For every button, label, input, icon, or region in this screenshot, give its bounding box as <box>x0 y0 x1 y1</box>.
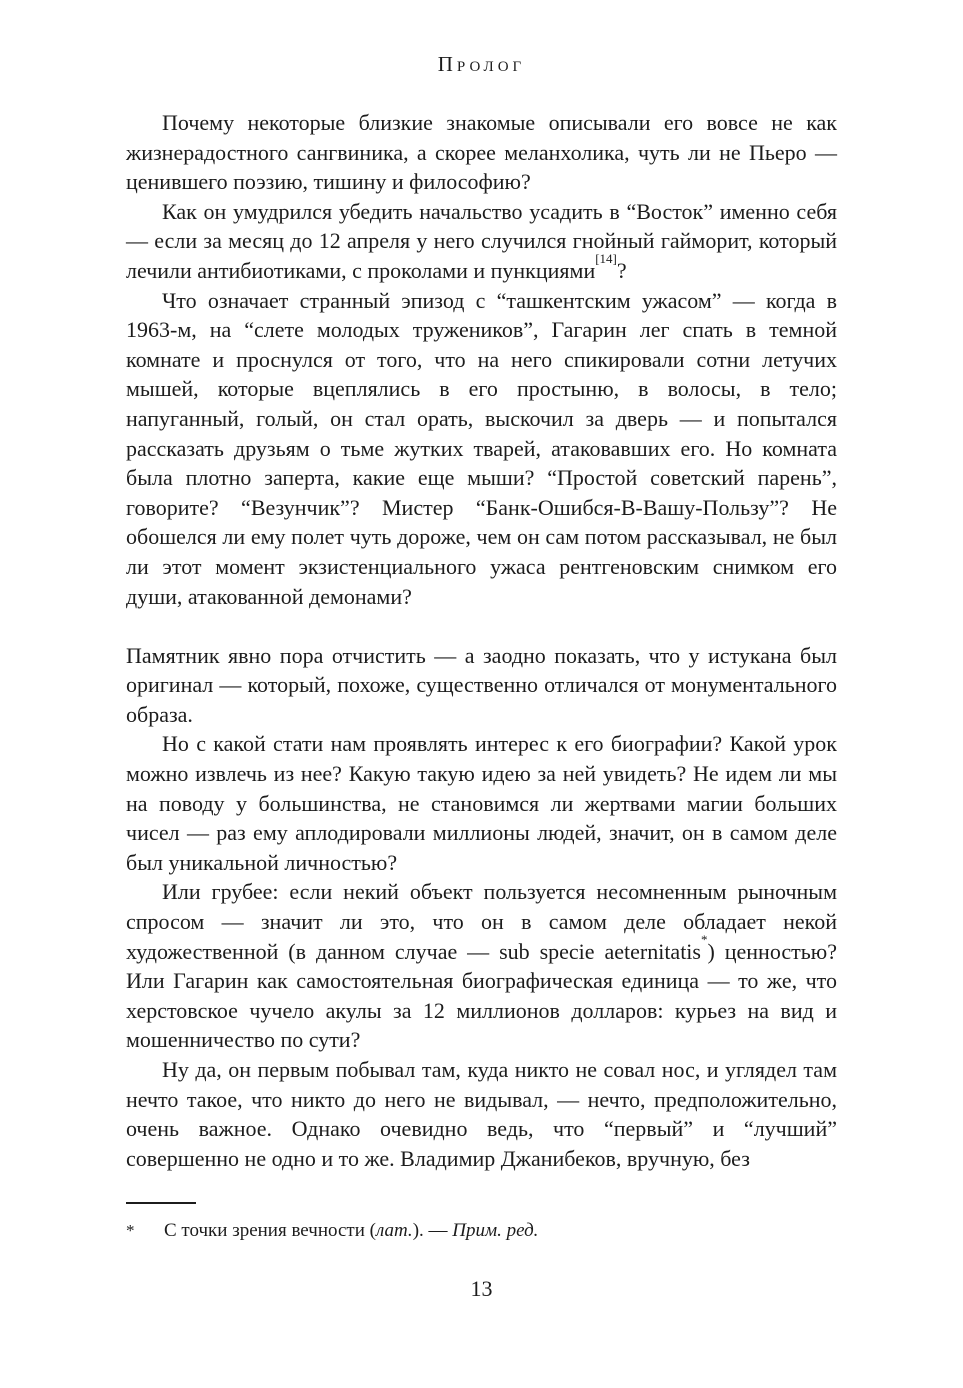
paragraph-6-text: Или грубее: если некий объект пользуется несомненным рыночным спросом — значит ли это, что он в самом деле обладает некой художественной (в данном случае — sub specie aeternitatis <box>126 879 837 964</box>
footnote-ref-14: [14] <box>595 251 617 267</box>
body-text <box>126 108 837 1173</box>
paragraph-1: Почему некоторые близкие знакомые описывали его вовсе не как жизнерадостного сангвиника, а скорее меланхолика, чуть ли не Пьеро — ценившего поэзию, тишину и философию? <box>126 110 837 195</box>
paragraph-6-tail: ) ценностью? Или Гагарин как самостоятельная биографическая единица — то же, что херстовское чучело акулы за 12 миллионов долларов: курьез на вид и мошенничество по сути? <box>126 938 837 1053</box>
paragraph-2 <box>126 197 837 286</box>
footnote-text-part-1: С точки зрения вечности ( <box>164 1220 376 1241</box>
paragraph-7: Ну да, он первым побывал там, куда никто не совал нос, и углядел там нечто такое, что никто до него не видывал, — нечто, предположительно, очень важное. Однако очевидно ведь, что “первый” и “лучший” совершенно не одно и то же. Владимир Джанибеков, вручную, без <box>126 1057 837 1171</box>
footnote-text <box>164 1218 538 1243</box>
footnote-text-part-2: ). — <box>412 1220 453 1241</box>
paragraph-5: Но с какой стати нам проявлять интерес к его биографии? Какой урок можно извлечь из нее? Какую такую идею за ней увидеть? Не идем ли мы на поводу у большинства, не становимся ли жертвами магии больших чисел — раз ему аплодировали миллионы людей, значит, он в самом деле был уникальной личностью? <box>126 731 837 875</box>
footnote-row <box>126 1218 837 1243</box>
footnote-marker: * <box>126 1221 135 1240</box>
page-number: 13 <box>470 1276 493 1301</box>
chapter-heading: Пролог <box>437 52 526 76</box>
paragraph-2-tail: ? <box>616 257 627 283</box>
footnote-divider <box>126 1202 196 1204</box>
paragraph-6 <box>126 877 837 1055</box>
footnote-ref-asterisk: * <box>700 931 708 947</box>
footnote <box>126 1202 837 1243</box>
paragraph-2-text: Как он умудрился убедить начальство усадить в “Восток” именно себя — если за месяц до 12 апреля у него случился гнойный гайморит, который лечили антибиотиками, с проколами и пункциями <box>126 198 837 283</box>
paragraph-4: Памятник явно пора отчистить — а заодно показать, что у истукана был оригинал — который, похоже, существенно отличался от монументального образа. <box>126 642 837 727</box>
footnote-editor-note: Прим. ред. <box>452 1220 539 1241</box>
footnote-latin-label: лат. <box>375 1220 413 1241</box>
paragraph-3: Что означает странный эпизод с “ташкентским ужасом” — когда в 1963-м, на “слете молодых тружеников”, Гагарин лег спать в темной комнате и проснулся от того, что на него спикировали сотни летучих мышей, которые вцеплялись в его простыню, в волосы, в тело; напуганный, голый, он стал орать, выскочил за дверь — и попытался рассказать друзьям о тьме жутких тварей, атаковавших его. Но комната была плотно заперта, какие еще мыши? “Простой советский парень”, говорите? “Везунчик”? Мистер “Банк-Ошибся-В-Вашу-Пользу”? Не обошелся ли ему полет чуть дороже, чем он сам потом рассказывал, не был ли этот момент экзистенциального ужаса рентгеновским снимком его души, атакованной демонами? <box>126 287 837 609</box>
